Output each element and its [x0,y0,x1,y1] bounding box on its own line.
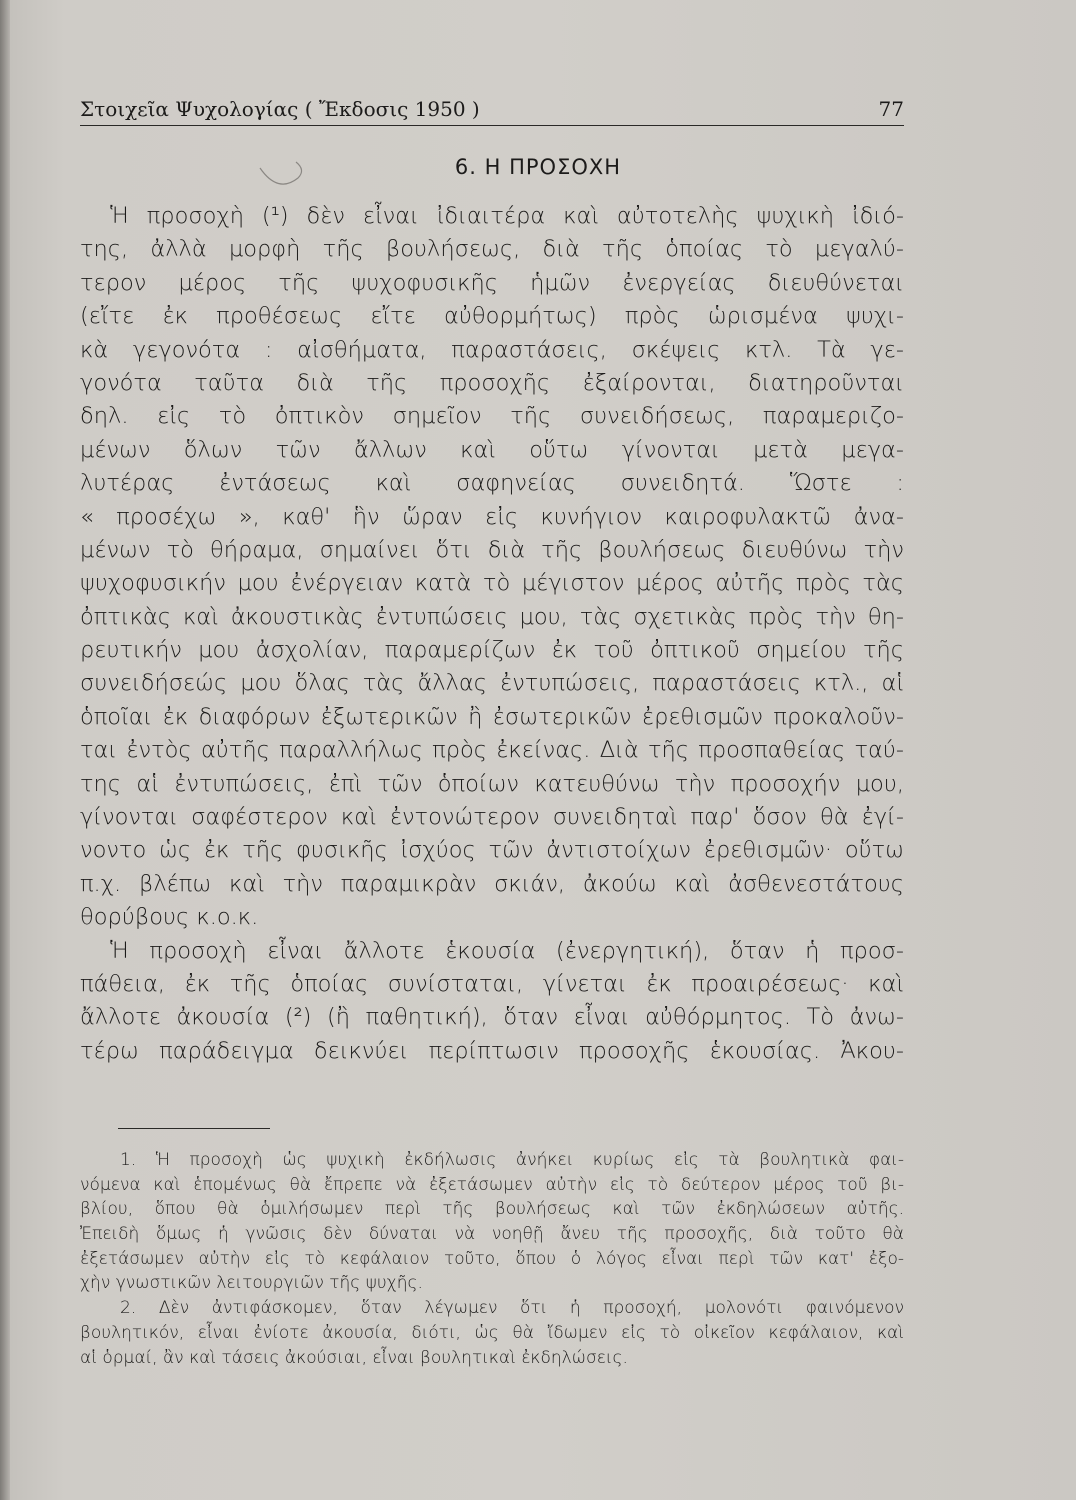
body-line: της, ἀλλὰ μορφὴ τῆς βουλήσεως, διὰ τῆς ὁποίας τὸ μεγαλύ- [80,236,904,263]
body-line: θορύβους κ.ο.κ. [80,904,259,931]
footnote-line: χὴν γνωστικῶν λειτουργιῶν τῆς ψυχῆς. [80,1273,423,1294]
body-line: πάθεια, ἐκ τῆς ὁποίας συνίσταται, γίνεται ἐκ προαιρέσεως· καὶ [80,970,904,997]
page-edge-shadow [0,0,10,1500]
body-line: ρευτικήν μου ἀσχολίαν, παραμερίζων ἐκ τοῦ ὀπτικοῦ σημείου τῆς [80,637,904,664]
footnote-separator [118,1128,270,1129]
footnote-line: ἐξετάσωμεν αὐτὴν εἰς τὸ κεφάλαιον τοῦτο, ὅπου ὁ λόγος εἶναι περὶ τῶν κατ' ἐξο- [80,1248,904,1269]
body-line: δηλ. εἰς τὸ ὀπτικὸν σημεῖον τῆς συνειδήσεως, παραμεριζο- [80,403,904,430]
body-line: ὁποῖαι ἐκ διαφόρων ἐξωτερικῶν ἢ ἐσωτερικῶν ἐρεθισμῶν προκαλοῦν- [80,703,904,730]
body-line: ψυχοφυσικήν μου ἐνέργειαν κατὰ τὸ μέγιστον μέρος αὐτῆς πρὸς τὰς [80,570,904,597]
footnote-line: νόμενα καὶ ἑπομένως θὰ ἔπρεπε νὰ ἐξετάσωμεν αὐτὴν εἰς τὸ δεύτερον μέρος τοῦ βι- [80,1174,904,1195]
footnote-line: 2. Δὲν ἀντιφάσκομεν, ὅταν λέγωμεν ὅτι ἡ προσοχή, μολονότι φαινόμενον [120,1298,904,1319]
body-line: « προσέχω », καθ' ἣν ὥραν εἰς κυνήγιον καιροφυλακτῶ ἀνα- [80,503,904,530]
body-line: γίνονται σαφέστερον καὶ ἐντονώτερον συνειδηταὶ παρ' ὅσον θὰ ἐγί- [80,804,904,831]
footnote-line: βλίου, ὅπου θὰ ὁμιλήσωμεν περὶ τῆς βουλήσεως καὶ τῶν ἐκδηλώσεων αὐτῆς. [80,1199,904,1220]
body-line: π.χ. βλέπω καὶ τὴν παραμικρὰν σκιάν, ἀκούω καὶ ἀσθενεστάτους [80,870,904,897]
body-line: λυτέρας ἐντάσεως καὶ σαφηνείας συνειδητά. Ὥστε : [80,470,904,497]
page-number: 77 [878,97,904,121]
body-line: της αἱ ἐντυπώσεις, ἐπὶ τῶν ὁποίων κατευθύνω τὴν προσοχήν μου, [80,770,904,797]
body-line: τέρω παράδειγμα δεικνύει περίπτωσιν προσοχῆς ἑκουσίας. Ἀκου- [80,1037,904,1064]
body-line: ἄλλοτε ἀκουσία (²) (ἢ παθητική), ὅταν εἶναι αὐθόρμητος. Τὸ ἀνω- [80,1004,904,1031]
running-header [80,95,904,126]
book-title: Στοιχεῖα Ψυχολογίας ( Ἔκδοσις 1950 ) [80,97,480,121]
body-line: Ἡ προσοχὴ εἶναι ἄλλοτε ἑκουσία (ἐνεργητική), ὅταν ἡ προσ- [110,937,904,964]
body-line: (εἴτε ἐκ προθέσεως εἴτε αὐθορμήτως) πρὸς ὡρισμένα ψυχι- [80,303,904,330]
body-line: μένων ὅλων τῶν ἄλλων καὶ οὕτω γίνονται μετὰ μεγα- [80,436,904,463]
body-line: Ἡ προσοχὴ (¹) δὲν εἶναι ἰδιαιτέρα καὶ αὐτοτελὴς ψυχικὴ ἰδιό- [110,203,904,229]
body-line: τερον μέρος τῆς ψυχοφυσικῆς ἡμῶν ἐνεργείας διευθύνεται [80,269,904,296]
body-line: ται ἐντὸς αὐτῆς παραλλήλως πρὸς ἐκείνας. Διὰ τῆς προσπαθείας ταύ- [80,737,904,764]
body-line: νοντο ὡς ἐκ τῆς φυσικῆς ἰσχύος τῶν ἀντιστοίχων ἐρεθισμῶν· οὕτω [80,837,904,864]
footnote-line: 1. Ἡ προσοχὴ ὡς ψυχικὴ ἐκδήλωσις ἀνήκει κυρίως εἰς τὰ βουλητικὰ φαι- [120,1150,904,1170]
footnote-line: βουλητικόν, εἶναι ἐνίοτε ἀκουσία, διότι, ὡς θὰ ἴδωμεν εἰς τὸ οἰκεῖον κεφάλαιον, καὶ [80,1322,904,1343]
footnote-line: αἱ ὁρμαί, ἂν καὶ τάσεις ἀκούσιαι, εἶναι βουλητικαὶ ἐκδηλώσεις. [80,1347,628,1368]
footnotes [80,1148,904,1370]
body-text [80,200,904,1068]
body-line: γονότα ταῦτα διὰ τῆς προσοχῆς ἐξαίρονται, διατηροῦνται [80,369,904,396]
body-line: ὀπτικὰς καὶ ἀκουστικὰς ἐντυπώσεις μου, τὰς σχετικὰς πρὸς τὴν θη- [80,603,904,630]
body-line: συνειδήσεώς μου ὅλας τὰς ἄλλας ἐντυπώσεις, παραστάσεις κτλ., αἱ [80,670,904,697]
body-line: κὰ γεγονότα : αἰσθήματα, παραστάσεις, σκέψεις κτλ. Τὰ γε- [80,336,904,363]
footnote-line: Ἐπειδὴ ὅμως ἡ γνῶσις δὲν δύναται νὰ νοηθῇ ἄνευ τῆς προσοχῆς, διὰ τοῦτο θὰ [80,1224,904,1245]
body-line: μένων τὸ θήραμα, σημαίνει ὅτι διὰ τῆς βουλήσεως διευθύνω τὴν [80,536,904,563]
section-title: 6. Η ΠΡΟΣΟΧΗ [454,155,622,179]
